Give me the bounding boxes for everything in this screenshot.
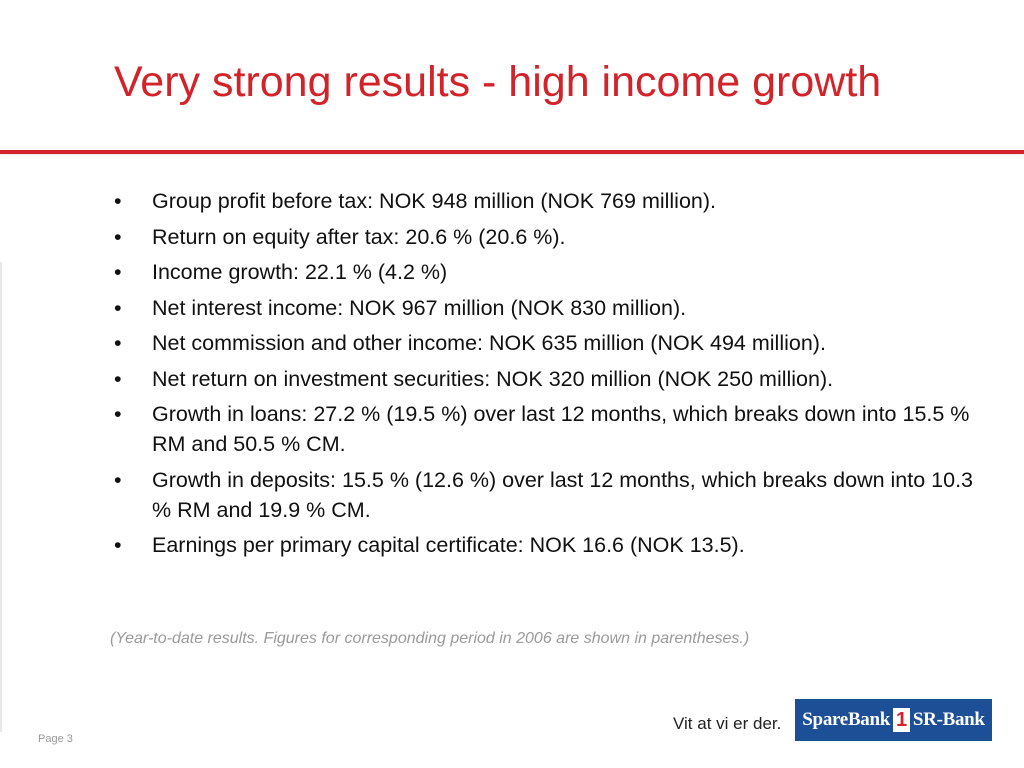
- bullet-text: Growth in deposits: 15.5 % (12.6 %) over last 12 months, which breaks down into 10.3 % RM and 19.9 % CM.: [152, 467, 974, 522]
- bullet-text: Net interest income: NOK 967 million (NOK 830 million).: [152, 295, 687, 320]
- bullet-glyph: •: [114, 467, 122, 492]
- bullet-item: [110, 364, 990, 394]
- logo-left-text: SpareBank: [802, 709, 891, 730]
- bullet-item: [110, 293, 990, 323]
- bullet-glyph: •: [114, 224, 122, 249]
- left-margin-rule: [0, 262, 2, 732]
- bullet-text: Net return on investment securities: NOK 320 million (NOK 250 million).: [152, 366, 834, 391]
- bullet-text: Income growth: 22.1 % (4.2 %): [152, 260, 448, 284]
- bullet-glyph: •: [114, 331, 122, 355]
- sparebank-logo: [795, 699, 992, 741]
- bullet-text: Net commission and other income: NOK 635 million (NOK 494 million).: [152, 331, 826, 355]
- logo-mark: 1: [893, 708, 910, 732]
- slogan: Vit at vi er der.: [673, 714, 782, 733]
- bullet-glyph: •: [114, 366, 122, 391]
- slide-title: Very strong results - high income growth: [114, 58, 882, 106]
- bullet-glyph: •: [114, 189, 122, 213]
- bullet-glyph: •: [114, 295, 122, 320]
- bullet-text: Return on equity after tax: 20.6 % (20.6 %).: [152, 224, 566, 249]
- bullet-list: [110, 186, 990, 566]
- bullet-item: [110, 257, 990, 287]
- footnote: (Year-to-date results. Figures for corresponding period in 2006 are shown in parentheses.): [110, 630, 750, 647]
- bullet-item: [110, 399, 990, 459]
- logo-right-text: SR-Bank: [912, 709, 985, 730]
- bullet-text: Growth in loans: 27.2 % (19.5 %) over last 12 months, which breaks down into 15.5 % RM and 50.5 % CM.: [152, 402, 970, 456]
- bullet-glyph: •: [114, 260, 122, 284]
- bullet-glyph: •: [114, 533, 122, 557]
- bullet-item: [110, 465, 990, 525]
- bullet-glyph: •: [114, 402, 122, 426]
- title-divider: [0, 150, 1024, 154]
- page-number: Page 3: [38, 733, 73, 745]
- bullet-item: [110, 530, 990, 560]
- bullet-text: Earnings per primary capital certificate: NOK 16.6 (NOK 13.5).: [152, 533, 745, 557]
- bullet-item: [110, 222, 990, 252]
- bullet-item: [110, 328, 990, 358]
- bullet-item: [110, 186, 990, 216]
- bullet-text: Group profit before tax: NOK 948 million (NOK 769 million).: [152, 189, 717, 213]
